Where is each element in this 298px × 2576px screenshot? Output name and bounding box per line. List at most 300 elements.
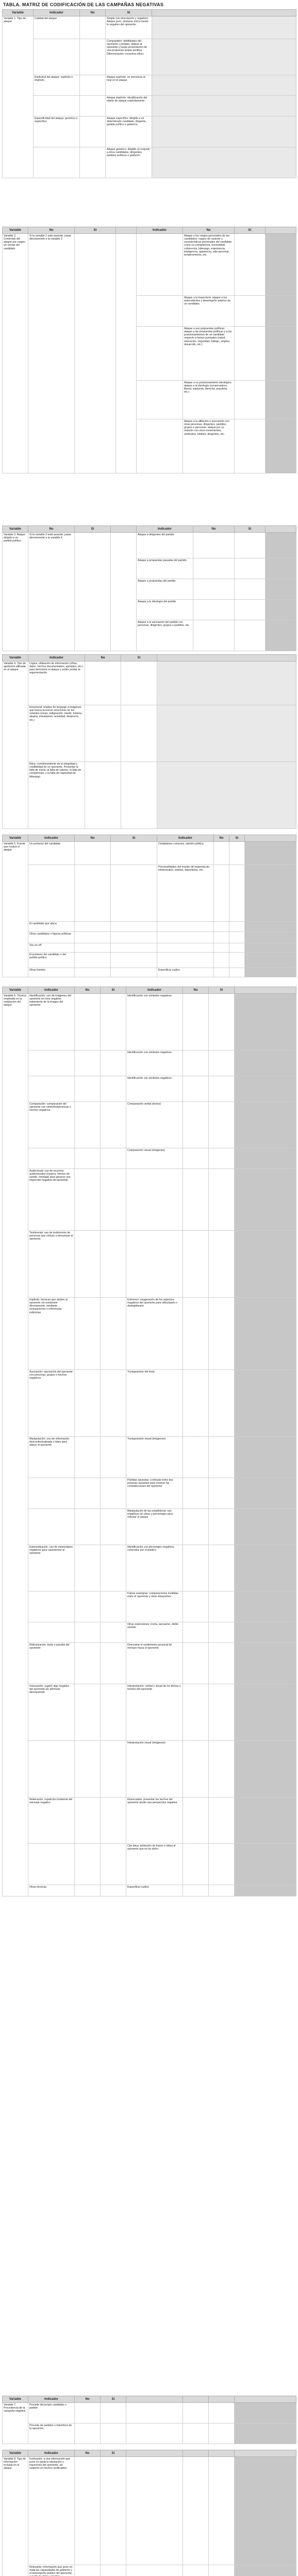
- table-cell: [101, 1076, 126, 1102]
- header-si: Sí: [101, 2450, 126, 2457]
- header-blank: [183, 2396, 209, 2403]
- header-si: Sí: [229, 835, 245, 842]
- table-cell: [152, 75, 296, 96]
- table-cell: Otras expresiones: ironía, sarcasmo, doble sentido: [126, 1622, 183, 1643]
- header-variable: Variable: [3, 2450, 28, 2457]
- table-cell: [157, 932, 214, 943]
- table-cell: Otras fuentes: [28, 968, 75, 977]
- table-cell: [75, 932, 111, 943]
- table-cell: Manipulación de las estadísticas: uso engañoso de cifras y porcentajes para reforzar el ataque: [126, 1509, 183, 1545]
- table-cell: Identificación: uso de imágenes del oponente en tono negativo, tratamiento de la imagen del oponente: [28, 994, 75, 1050]
- table-cell: Especificar cuáles: [157, 968, 214, 977]
- table-cell: [101, 1684, 126, 1741]
- table-cell: [266, 419, 296, 473]
- header-blank: [209, 2396, 235, 2403]
- table-cell: [101, 1298, 126, 1370]
- table-cell: [75, 234, 116, 473]
- table-cell: [152, 147, 296, 178]
- table-cell: [229, 842, 245, 865]
- table-cell: [266, 296, 296, 327]
- table-cell: [101, 1643, 126, 1684]
- table-cell: Manipulación: uso de información descontextualizada o falsa para atacar al oponente: [28, 1437, 75, 1478]
- table-cell: [266, 381, 296, 419]
- table-cell: Identificación con símbolos negativos: [126, 1076, 183, 1102]
- header-si: Sí: [106, 10, 152, 16]
- table-cell: [101, 2424, 126, 2444]
- table-cell: [152, 39, 296, 75]
- table-cell: Ataque explícito: se menciona al rival en el ataque: [106, 75, 152, 96]
- table-cell: [75, 2565, 101, 2576]
- table-cell: [75, 1370, 101, 1437]
- header-variable: Variable: [3, 2396, 28, 2403]
- table-cell: [101, 1622, 126, 1643]
- table-cell: [235, 1545, 296, 1591]
- table-cell: [28, 865, 75, 922]
- header-blank: [157, 655, 296, 662]
- table-cell: Extremos: exageración de los aspectos negativos del oponente para ridiculizarlo o deslegitimarlo: [126, 1298, 183, 1370]
- table-cell: [121, 705, 157, 762]
- table-cell: [75, 533, 111, 651]
- table-cell: [75, 943, 111, 953]
- header-no: No: [183, 987, 209, 994]
- table-cell: Interpretación: verbal o visual de los dichos o hechos del oponente: [126, 1684, 183, 1741]
- table-cell: [126, 2457, 183, 2565]
- table-cell: [235, 1622, 296, 1643]
- header-indicador: Indicador: [28, 987, 75, 994]
- table-cell: Ataque a los rasgos personales de los candidatos: rasgos de carácter y características personales del candidato como su competencia, honestidad, coherencia, liderazgo, experiencia, inteligencia, apariencia, vida personal, temperamento, etc.: [183, 234, 235, 296]
- table-cell: [34, 39, 80, 75]
- table-cell: [183, 1298, 209, 1370]
- block-7-table: [2, 2396, 296, 2444]
- table-cell: [209, 1076, 235, 1102]
- table-cell: [183, 1148, 209, 1169]
- table-cell: [209, 1622, 235, 1643]
- header-blank: [126, 2450, 183, 2457]
- table-title: TABLA. MATRIZ DE CODIFICACIÓN DE LAS CAMPAÑAS NEGATIVAS: [3, 2, 164, 7]
- header-no: No: [75, 835, 111, 842]
- table-cell: Yuxtaposición del texto: [126, 1370, 183, 1437]
- table-cell: [111, 865, 157, 922]
- table-cell: [235, 2457, 296, 2565]
- block-2-variable: Variable 2. Contenido del ataque por rasgos y/o temas del candidato: [3, 234, 28, 473]
- table-cell: [235, 1169, 296, 1231]
- table-cell: [28, 1622, 75, 1643]
- header-blank: [235, 2396, 296, 2403]
- header-variable: Variable: [3, 987, 28, 994]
- table-cell: [266, 558, 296, 579]
- table-cell: [80, 16, 106, 39]
- table-cell: Reencuadre: presentar los hechos del oponente desde una perspectiva negativa: [126, 1798, 183, 1844]
- table-cell: [157, 662, 296, 705]
- table-cell: [235, 600, 266, 620]
- table-cell: [235, 327, 266, 381]
- table-cell: [28, 1741, 75, 1798]
- table-cell: [209, 2565, 235, 2576]
- table-cell: [183, 1684, 209, 1741]
- header-blank: [266, 227, 296, 234]
- table-cell: [214, 953, 229, 968]
- table-cell: [183, 1050, 209, 1076]
- table-cell: [101, 2457, 126, 2565]
- table-cell: [209, 1545, 235, 1591]
- table-cell: [75, 1076, 101, 1102]
- table-cell: [80, 116, 106, 147]
- table-cell: [111, 842, 157, 865]
- table-cell: [75, 2457, 101, 2565]
- block-4-variable: Variable 4. Tipo de apelación utilizada en el ataque: [3, 662, 28, 829]
- table-cell: [209, 1169, 235, 1231]
- table-cell: [183, 1437, 209, 1478]
- block-3-variable: Variable 3. Ataque dirigido a un partido político: [3, 533, 28, 651]
- table-cell: [157, 705, 296, 762]
- table-cell: [183, 1545, 209, 1591]
- table-cell: [75, 1885, 101, 1896]
- table-cell: [193, 600, 235, 620]
- table-cell: [183, 1169, 209, 1231]
- header-no: No: [214, 835, 229, 842]
- table-cell: Ataque a la trayectoria: ataque a los antecedentes y desempeño anterior de un candidato.: [183, 296, 235, 327]
- table-cell: [209, 1684, 235, 1741]
- table-cell: [193, 558, 235, 579]
- table-cell: [137, 327, 183, 381]
- header-si: Sí: [101, 987, 126, 994]
- table-cell: [75, 1437, 101, 1478]
- table-cell: [235, 1231, 296, 1298]
- header-blank: [235, 2450, 296, 2457]
- table-cell: [235, 1050, 296, 1076]
- table-cell: [235, 1885, 296, 1896]
- table-cell: Cita falsa: atribución de frases o ideas al oponente que no ha dicho: [126, 1844, 183, 1885]
- table-cell: [235, 1591, 296, 1622]
- table-cell: [183, 1231, 209, 1298]
- table-cell: [209, 1298, 235, 1370]
- table-cell: [183, 1798, 209, 1844]
- table-cell: [157, 762, 296, 829]
- table-cell: Otras técnicas: [28, 1885, 75, 1896]
- table-cell: [80, 96, 106, 116]
- table-cell: Demostrar el sentimiento personal de rechazo hacia el oponente: [126, 1643, 183, 1684]
- table-cell: [85, 662, 121, 705]
- table-cell: [75, 865, 111, 922]
- table-cell: [126, 1169, 183, 1231]
- table-cell: [209, 1478, 235, 1509]
- table-cell: [101, 1102, 126, 1148]
- table-cell: [245, 865, 296, 922]
- table-cell: [75, 1169, 101, 1231]
- table-cell: Personalidades del mundo del espectáculo, intelectuales, artistas, deportistas, etc.: [157, 865, 214, 922]
- table-cell: [229, 968, 245, 977]
- table-cell: [209, 1741, 235, 1798]
- table-cell: [209, 2403, 235, 2424]
- table-cell: [34, 96, 80, 116]
- table-cell: [214, 968, 229, 977]
- header-blank: [266, 526, 296, 533]
- table-cell: [209, 1231, 235, 1298]
- table-cell: [209, 2457, 235, 2565]
- header-si: Sí: [75, 227, 116, 234]
- header-indicador: Indicador: [137, 227, 183, 234]
- table-cell: [101, 1741, 126, 1798]
- table-cell: [85, 705, 121, 762]
- header-variable: Variable: [3, 227, 28, 234]
- table-cell: [28, 1844, 75, 1885]
- table-cell: [245, 943, 296, 953]
- table-cell: Voz en off: [28, 943, 75, 953]
- table-cell: [80, 75, 106, 96]
- table-cell: [152, 16, 296, 39]
- table-cell: Ataque a su posicionamiento ideológico: ataque a la ideología (conservadora, liberal, izquierda, derecha, populista, etc.): [183, 381, 235, 419]
- header-no: No: [75, 2450, 101, 2457]
- table-cell: [75, 1298, 101, 1370]
- table-cell: [101, 1478, 126, 1509]
- table-cell: [75, 968, 111, 977]
- table-cell: [266, 579, 296, 600]
- header-si: Sí: [235, 526, 266, 533]
- table-cell: [209, 1885, 235, 1896]
- header-indicador: Indicador: [28, 655, 85, 662]
- table-cell: [75, 994, 101, 1050]
- table-cell: [34, 147, 80, 178]
- table-cell: [209, 994, 235, 1050]
- table-cell: [235, 1741, 296, 1798]
- header-no: No: [193, 526, 235, 533]
- table-cell: [157, 922, 214, 932]
- block-8-table: [2, 2450, 296, 2576]
- table-cell: Comparación visual (imágenes): [126, 1148, 183, 1169]
- table-cell: [126, 1231, 183, 1298]
- header-blank: [111, 526, 137, 533]
- table-cell: Testimonial: uso de testimonios de personas que critican o denuncian al oponente: [28, 1231, 75, 1298]
- table-cell: [101, 1148, 126, 1169]
- table-cell: [245, 842, 296, 865]
- table-cell: [183, 1591, 209, 1622]
- table-cell: [214, 943, 229, 953]
- header-si: Sí: [111, 835, 157, 842]
- header-blank: [209, 2450, 235, 2457]
- table-cell: [85, 762, 121, 829]
- header-variable: Variable: [3, 526, 28, 533]
- table-cell: [183, 1370, 209, 1437]
- table-cell: [111, 533, 137, 651]
- header-si: Sí: [101, 2396, 126, 2403]
- table-cell: Lógica: utilización de información (cifras, datos, hechos documentados, ejemplos, etc.) para demostrar el ataque y poder probar la argumentación: [28, 662, 85, 705]
- table-cell: [245, 953, 296, 968]
- header-si: Sí: [209, 987, 235, 994]
- table-cell: [235, 1148, 296, 1169]
- header-variable: Variable: [3, 655, 28, 662]
- table-cell: [137, 419, 183, 473]
- table-cell: [75, 1231, 101, 1298]
- table-cell: [183, 1102, 209, 1148]
- table-cell: Identificación con símbolos negativos: [126, 1050, 183, 1076]
- table-cell: Ataque a la ideología del partido: [137, 600, 193, 620]
- table-cell: [137, 234, 183, 296]
- header-no: No: [28, 227, 75, 234]
- table-cell: [183, 1885, 209, 1896]
- table-cell: Ataque a sus propuestas políticas: ataque a las propuestas políticas y a los posicionamientos de un candidato respecto a temas puntuales (salud, educación, seguridad, trabajo, empleo, desarrollo, etc.): [183, 327, 235, 381]
- table-cell: [235, 558, 266, 579]
- table-cell: [235, 2424, 296, 2444]
- table-cell: [75, 1545, 101, 1591]
- table-cell: [183, 1622, 209, 1643]
- table-cell: Ética: cuestionamiento de la integridad y credibilidad de un oponente. Presentar la falta de moral, la falta de valores, la falta de compromiso, y la falta de capacidad de liderazgo: [28, 762, 85, 829]
- table-cell: [183, 1844, 209, 1885]
- table-cell: [111, 953, 157, 968]
- table-cell: [111, 922, 157, 932]
- table-cell: Procede del propio candidato o partido: [28, 2403, 75, 2424]
- table-cell: [229, 953, 245, 968]
- table-cell: Calidad del ataque: [34, 16, 80, 39]
- table-cell: [209, 2424, 235, 2444]
- table-cell: [28, 1591, 75, 1622]
- header-no: No: [75, 2396, 101, 2403]
- table-cell: [235, 1437, 296, 1478]
- table-cell: [214, 842, 229, 865]
- table-cell: Comparación: comparación del oponente con símbolos/personas o hechos negativos: [28, 1102, 75, 1148]
- table-cell: [75, 1148, 101, 1169]
- table-cell: [245, 968, 296, 977]
- table-cell: [116, 234, 137, 473]
- table-cell: [235, 296, 266, 327]
- table-cell: Ataque implícito: identificación del objeto de ataque explícitamente: [106, 96, 152, 116]
- table-cell: Estereotipación: uso de estereotipos negativos para caracterizar al oponente: [28, 1545, 75, 1591]
- table-cell: Emocional: empleo de lenguaje e imágenes que busca provocar emociones en los votantes (enojo, indignación, miedo, tristeza, alegría, entusiasmo, ansiedad, desprecio, etc.): [28, 705, 85, 762]
- table-cell: Ataque a propuestas del partido: [137, 579, 193, 600]
- table-cell: [126, 2424, 183, 2444]
- table-cell: [209, 1643, 235, 1684]
- header-indicador: Indicador: [28, 2450, 75, 2457]
- table-cell: [101, 1370, 126, 1437]
- table-cell: Otros candidatos o figuras políticas: [28, 932, 75, 943]
- table-cell: Ataque a dirigentes del partido: [137, 533, 193, 558]
- table-cell: [75, 1622, 101, 1643]
- table-cell: [75, 1050, 101, 1076]
- block-2-condition: Si la variable 1 está ausente, pasar directamente a la variable 3: [28, 234, 75, 473]
- table-cell: [209, 1437, 235, 1478]
- table-cell: [183, 1076, 209, 1102]
- table-cell: [28, 1478, 75, 1509]
- table-cell: [235, 994, 296, 1050]
- table-cell: [28, 1148, 75, 1169]
- table-cell: [101, 1169, 126, 1231]
- table-cell: [101, 1509, 126, 1545]
- table-cell: [209, 1050, 235, 1076]
- table-cell: Ataque genérico: dirigido al conjunto a otros candidatos, dirigentes, partidos políticos o gobierno: [106, 147, 152, 178]
- table-cell: [183, 1741, 209, 1798]
- header-no: No: [183, 227, 235, 234]
- table-cell: El candidato que ataca: [28, 922, 75, 932]
- table-cell: [235, 1684, 296, 1741]
- table-cell: [229, 922, 245, 932]
- table-cell: Reiteración: repetición insistente del mensaje negativo: [28, 1798, 75, 1844]
- table-cell: [235, 419, 266, 473]
- table-cell: [235, 1076, 296, 1102]
- table-cell: [126, 2565, 183, 2576]
- header-no: No: [80, 10, 106, 16]
- table-cell: Ataque a la asociación del partido con personas, dirigentes, grupos o partidos, etc.: [137, 620, 193, 651]
- table-cell: [235, 1643, 296, 1684]
- header-indicador: Indicador: [126, 987, 183, 994]
- header-indicador: Indicador: [157, 835, 214, 842]
- table-cell: [75, 1798, 101, 1844]
- table-cell: [183, 2457, 209, 2565]
- table-cell: Especificidad del ataque: genérico o específico: [34, 116, 80, 147]
- block-4-table: [2, 654, 296, 829]
- table-cell: Comparación verbal (textos): [126, 1102, 183, 1148]
- table-cell: [209, 1370, 235, 1437]
- table-cell: [214, 922, 229, 932]
- table-cell: [245, 922, 296, 932]
- table-cell: Un portavoz del candidato: [28, 842, 75, 865]
- table-cell: [75, 1844, 101, 1885]
- table-cell: [80, 39, 106, 75]
- table-cell: [75, 1643, 101, 1684]
- table-cell: [101, 994, 126, 1050]
- table-cell: [266, 600, 296, 620]
- table-cell: [183, 1643, 209, 1684]
- table-cell: [266, 327, 296, 381]
- header-blank: [126, 2396, 183, 2403]
- header-si: Sí: [121, 655, 157, 662]
- header-blank: [116, 227, 137, 234]
- table-cell: [111, 943, 157, 953]
- table-cell: [183, 2565, 209, 2576]
- table-cell: [245, 932, 296, 943]
- table-cell: [75, 922, 111, 932]
- table-cell: [235, 1298, 296, 1370]
- table-cell: [266, 533, 296, 558]
- table-cell: Ataque a la afiliación o asociación con otras personas, dirigentes, partidos, grupos o personas: ataque por su relación con otros movimientos, sindicatos, lobbies, dirigentes, etc.: [183, 419, 235, 473]
- table-cell: [235, 620, 266, 651]
- table-cell: Yuxtaposición visual (imágenes): [126, 1437, 183, 1478]
- table-cell: [157, 943, 214, 953]
- table-cell: [101, 1885, 126, 1896]
- table-cell: Asociación: asociación del oponente con personas, grupos o hechos negativos: [28, 1370, 75, 1437]
- table-cell: Explicitud del ataque: explícito e implícito: [34, 75, 80, 96]
- table-cell: [101, 1231, 126, 1298]
- table-cell: Audiovisual: uso de recursos audiovisuales (música, efectos de sonido, montaje) para generar una impresión negativa del oponente: [28, 1169, 75, 1231]
- header-si: Sí: [235, 227, 266, 234]
- table-cell: Especificar cuáles: [126, 1885, 183, 1896]
- block-7-variable: Variable 7. Procedencia de la campaña negativa: [3, 2403, 28, 2444]
- table-cell: [266, 234, 296, 296]
- table-cell: [209, 1148, 235, 1169]
- table-cell: [101, 1437, 126, 1478]
- table-cell: [101, 1050, 126, 1076]
- table-cell: [183, 2403, 209, 2424]
- table-cell: [229, 943, 245, 953]
- header-si: Sí: [75, 526, 111, 533]
- table-cell: [235, 1844, 296, 1885]
- table-cell: [183, 2424, 209, 2444]
- table-cell: [235, 1509, 296, 1545]
- table-cell: [193, 533, 235, 558]
- header-no: No: [85, 655, 121, 662]
- table-cell: [193, 579, 235, 600]
- table-cell: [75, 1741, 101, 1798]
- table-cell: [101, 1545, 126, 1591]
- header-variable: Variable: [3, 835, 28, 842]
- block-2-table: [2, 227, 296, 473]
- table-cell: Relevante: información que pone en duda las capacidades de gobierno y el desempeño público del oponente,: [28, 2565, 75, 2576]
- table-cell: [183, 1509, 209, 1545]
- table-cell: [235, 579, 266, 600]
- block-3-table: [2, 526, 296, 651]
- table-cell: [101, 1798, 126, 1844]
- table-cell: [152, 96, 296, 116]
- table-cell: [75, 2403, 101, 2424]
- table-cell: Implícito: técnicas que aluden al oponente sin nombrarlo directamente, mediante insinuaciones o referencias indirectas: [28, 1298, 75, 1370]
